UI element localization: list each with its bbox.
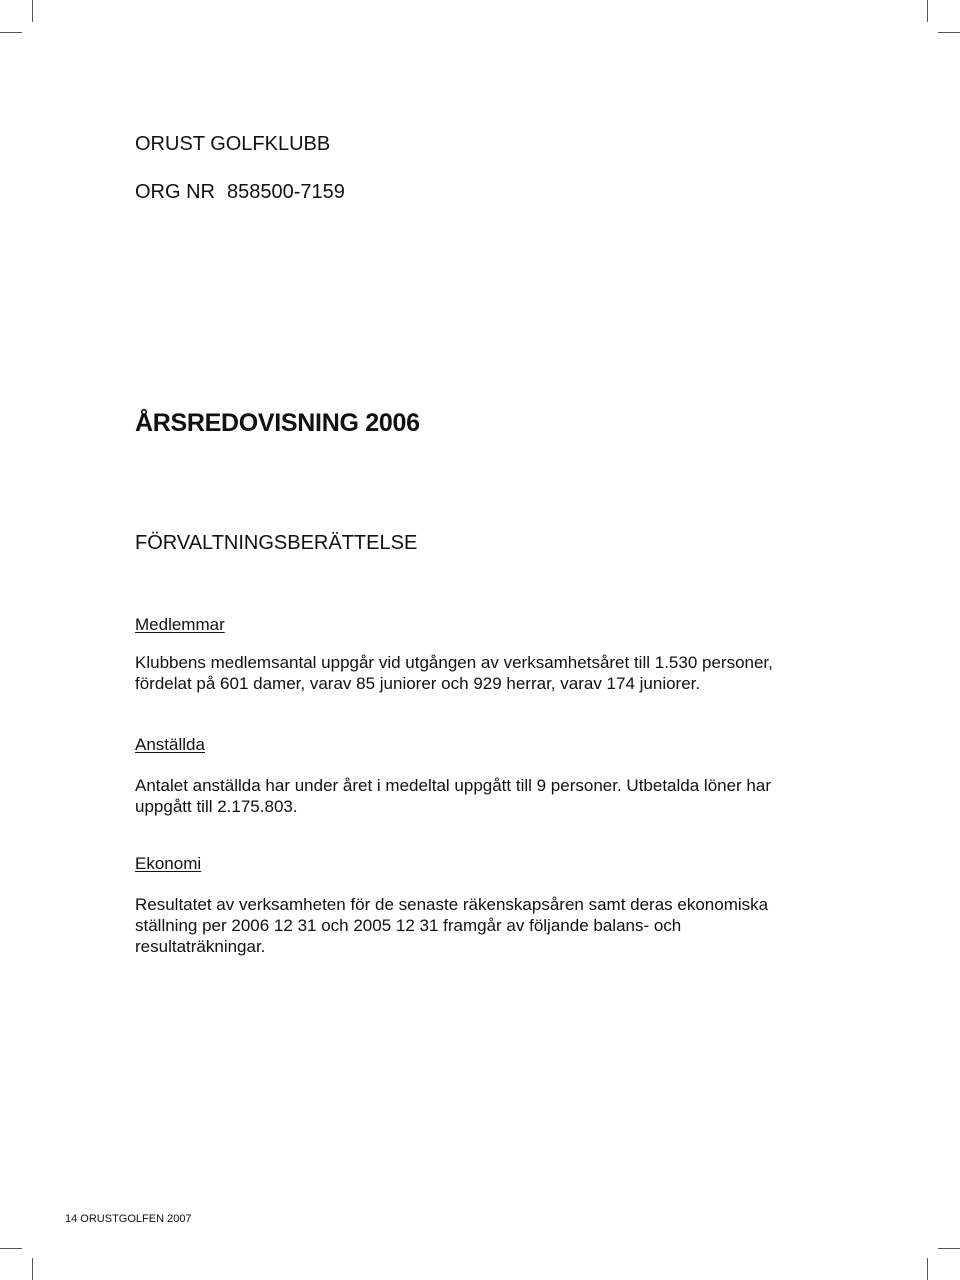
employees-line-2: uppgått till 2.175.803. — [135, 797, 298, 816]
members-line-1: Klubbens medlemsantal uppgår vid utgången av verksamhetsåret till 1.530 personer, — [135, 653, 773, 672]
document-title: ÅRSREDOVISNING 2006 — [135, 409, 420, 437]
members-paragraph — [135, 652, 815, 694]
economy-paragraph — [135, 894, 815, 957]
crop-mark-top-left-vertical — [32, 0, 33, 22]
organization-number — [135, 181, 345, 204]
employees-heading: Anställda — [135, 735, 205, 754]
crop-mark-bottom-right-vertical — [927, 1258, 928, 1280]
organization-name: ORUST GOLFKLUBB — [135, 133, 331, 155]
economy-line-3: resultaträkningar. — [135, 937, 266, 956]
economy-heading: Ekonomi — [135, 854, 202, 873]
employees-line-1: Antalet anställda har under året i medeltal uppgått till 9 personer. Utbetalda löner har — [135, 776, 772, 795]
org-nr-value: 858500-7159 — [227, 181, 345, 203]
crop-mark-top-left-horizontal — [0, 32, 22, 33]
org-nr-label: ORG NR — [135, 181, 215, 203]
page-footer: 14 ORUSTGOLFEN 2007 — [65, 1213, 192, 1225]
crop-mark-top-right-vertical — [927, 0, 928, 22]
crop-mark-top-right-horizontal — [938, 32, 960, 33]
employees-paragraph — [135, 775, 815, 817]
section-title: FÖRVALTNINGSBERÄTTELSE — [135, 532, 418, 554]
crop-mark-bottom-right-horizontal — [938, 1248, 960, 1249]
economy-line-1: Resultatet av verksamheten för de senaste räkenskapsåren samt deras ekonomiska — [135, 895, 769, 914]
crop-mark-bottom-left-horizontal — [0, 1248, 22, 1249]
members-heading: Medlemmar — [135, 615, 225, 634]
members-line-2: fördelat på 601 damer, varav 85 juniorer och 929 herrar, varav 174 juniorer. — [135, 674, 701, 693]
economy-line-2: ställning per 2006 12 31 och 2005 12 31 framgår av följande balans- och — [135, 916, 682, 935]
crop-mark-bottom-left-vertical — [32, 1258, 33, 1280]
